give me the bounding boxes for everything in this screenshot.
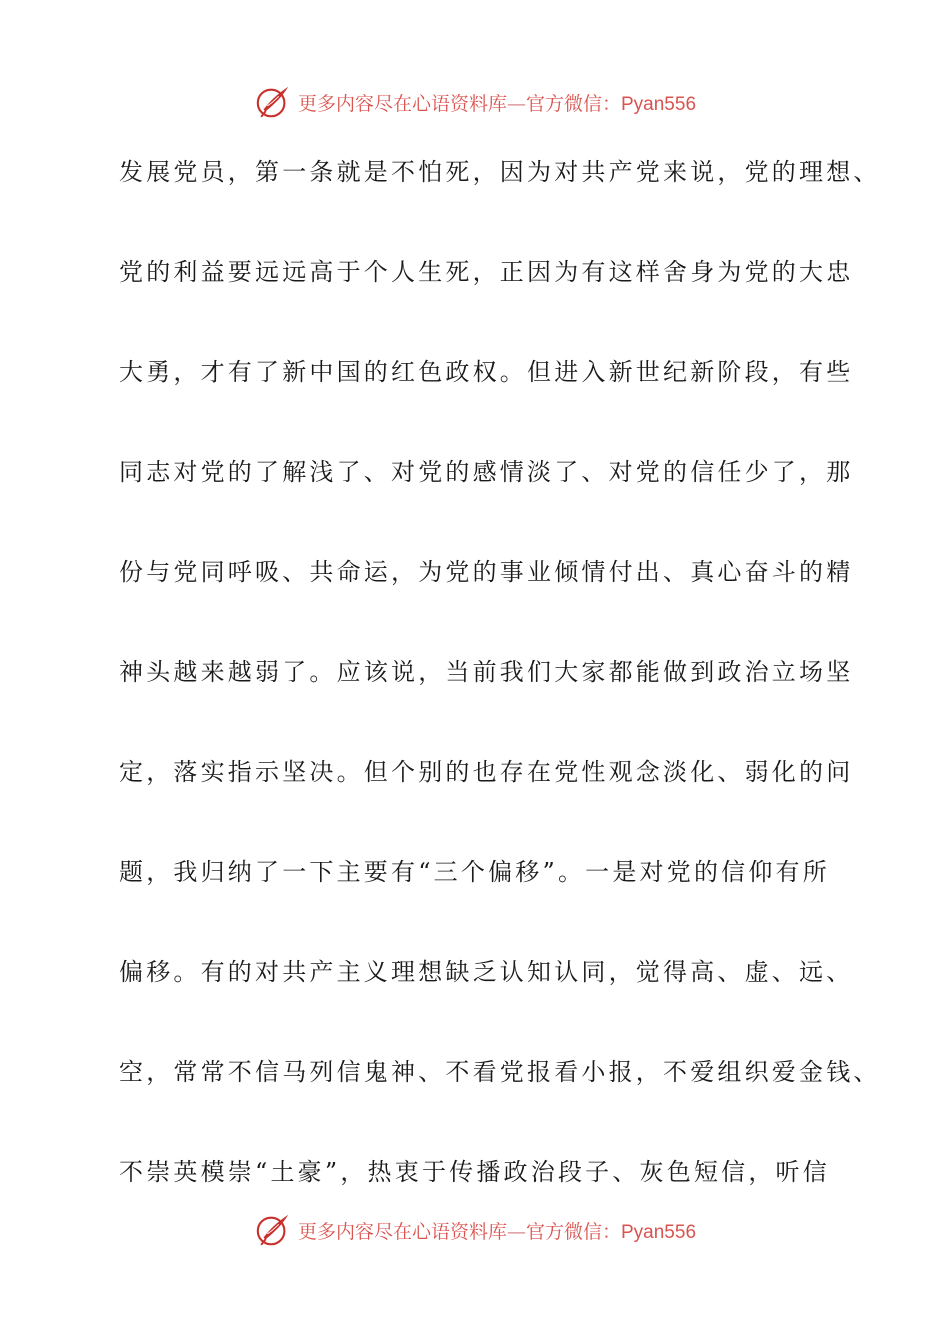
watermark-brand: 更多内容尽在心语资料库 [297, 1220, 507, 1243]
text-line: 发展党员，第一条就是不怕死，因为对共产党来说，党的理想、 [119, 158, 881, 186]
watermark-text [298, 1217, 696, 1244]
text-line: 大勇，才有了新中国的红色政权。但进入新世纪新阶段，有些 [119, 358, 854, 386]
text-line: 题，我归纳了一下主要有“三个偏移”。一是对党的信仰有所 [119, 858, 830, 886]
text-line: 份与党同呼吸、共命运，为党的事业倾情付出、真心奋斗的精 [119, 558, 854, 586]
body-text [119, 150, 881, 1250]
text-line: 神头越来越弱了。应该说，当前我们大家都能做到政治立场坚 [119, 658, 854, 686]
watermark-official-label: 官方微信： [525, 92, 621, 115]
watermark-dash: — [506, 92, 526, 115]
watermark-dash: — [506, 1220, 526, 1243]
quill-logo-icon [254, 83, 292, 121]
text-line: 同志对党的了解浅了、对党的感情淡了、对党的信任少了，那 [119, 458, 854, 486]
header-watermark [0, 82, 950, 122]
quill-logo-icon [254, 1211, 292, 1249]
text-line: 偏移。有的对共产主义理想缺乏认知认同，觉得高、虚、远、 [119, 958, 854, 986]
text-line: 党的利益要远远高于个人生死，正因为有这样舍身为党的大忠 [119, 258, 854, 286]
watermark-wechat-id: Pyan556 [621, 93, 697, 115]
watermark-brand: 更多内容尽在心语资料库 [297, 92, 507, 115]
watermark-official-label: 官方微信： [525, 1220, 621, 1243]
text-line: 不崇英模崇“土豪”，热衷于传播政治段子、灰色短信，听信 [119, 1158, 830, 1186]
footer-watermark [0, 1210, 950, 1250]
text-line: 空，常常不信马列信鬼神、不看党报看小报，不爱组织爱金钱、 [119, 1058, 881, 1086]
text-line: 定，落实指示坚决。但个别的也存在党性观念淡化、弱化的问 [119, 758, 854, 786]
watermark-text [298, 89, 696, 116]
watermark-wechat-id: Pyan556 [621, 1221, 697, 1243]
